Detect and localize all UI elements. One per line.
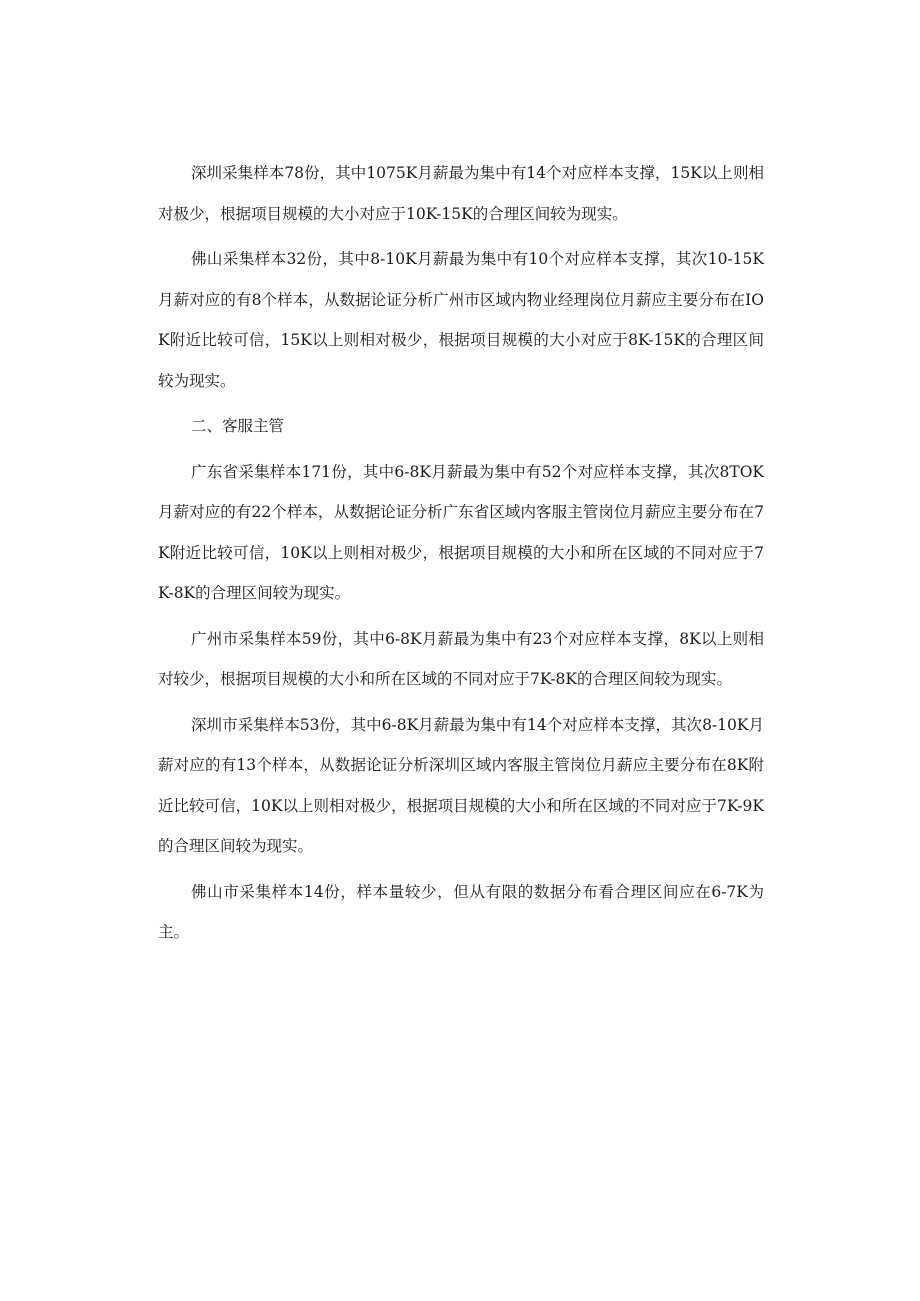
paragraph-shenzhen-customer-service: 深圳市采集样本53份，其中6-8K月薪最为集中有14个对应样本支撑，其次8-10K月薪对应的有13个样本，从数据论证分析深圳区域内客服主管岗位月薪应主要分布在8K附近比较可信，10K以上则相对极少，根据项目规模的大小和所在区域的不同对应于7K-9K的合理区间较为现实。 xyxy=(158,715,764,855)
paragraph-guangzhou-customer-service: 广州市采集样本59份，其中6-8K月薪最为集中有23个对应样本支撑，8K以上则相对较少，根据项目规模的大小和所在区域的不同对应于7K-8K的合理区间较为现实。 xyxy=(158,629,764,688)
paragraph-foshan-property-manager: 佛山采集样本32份，其中8-10K月薪最为集中有10个对应样本支撑，其次10-15K月薪对应的有8个样本，从数据论证分析广州市区域内物业经理岗位月薪应主要分布在IOK附近比较可信，15K以上则相对极少，根据项目规模的大小对应于8K-15K的合理区间较为现实。 xyxy=(158,250,764,390)
paragraph-foshan-customer-service: 佛山市采集样本14份，样本量较少，但从有限的数据分布看合理区间应在6-7K为主。 xyxy=(158,882,764,941)
section-heading-customer-service-supervisor: 二、客服主管 xyxy=(191,417,285,435)
paragraph-guangdong-customer-service: 广东省采集样本171份，其中6-8K月薪最为集中有52个对应样本支撑，其次8TOK月薪对应的有22个样本，从数据论证分析广东省区域内客服主管岗位月薪应主要分布在7K附近比较可信，10K以上则相对极少，根据项目规模的大小和所在区域的不同对应于7K-8K的合理区间较为现实。 xyxy=(158,462,764,602)
paragraph-shenzhen-property-manager: 深圳采集样本78份，其中1075K月薪最为集中有14个对应样本支撑，15K以上则相对极少，根据项目规模的大小对应于10K-15K的合理区间较为现实。 xyxy=(158,164,764,223)
document-body xyxy=(158,153,764,958)
